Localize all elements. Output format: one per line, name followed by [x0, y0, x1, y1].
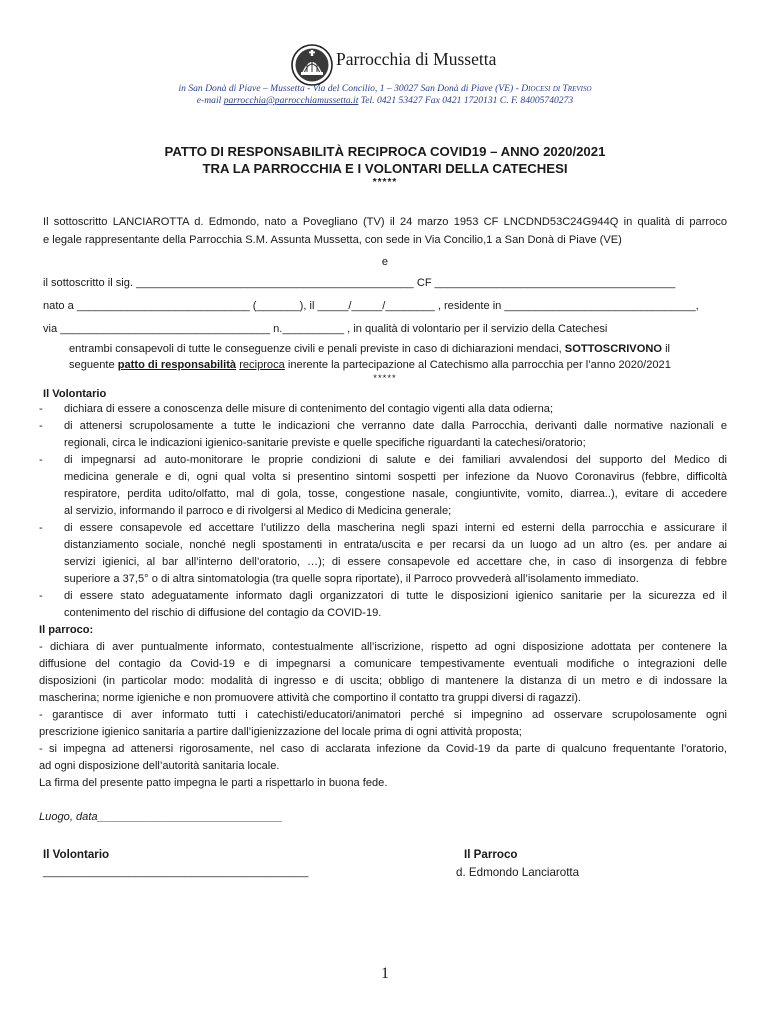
parroco-item-line: - garantisce di aver informato tutti i catechisti/educatori/animatori perché si impegnino ad osservare scrupolosamente ogni — [39, 709, 727, 721]
volunteer-item-line: di attenersi scrupolosamente a tutte le indicazioni che verranno date dalla Parrocchia, derivanti dalle normative nazionali e — [64, 420, 727, 432]
bullet-dash: - — [39, 454, 43, 466]
intro-line: e legale rappresentante della Parrocchia S.M. Assunta Mussetta, con sede in Via Concilio,1 a San Donà di Piave (VE) — [43, 234, 622, 246]
volunteer-name-cf-field[interactable]: il sottoscritto il sig. _____________________________________________ CF _______________________________________ — [43, 277, 676, 289]
parroco-signature-label: Il Parroco — [464, 848, 518, 861]
sottoscrivono-text: SOTTOSCRIVONO — [564, 343, 662, 355]
volunteer-signature-line[interactable]: ___________________________________________ — [43, 866, 309, 878]
declaration-text: inerente la partecipazione al Catechismo alla parrocchia per l’anno 2020/2021 — [284, 359, 671, 371]
bullet-dash: - — [39, 403, 43, 415]
volunteer-item-line: dichiara di essere a conoscenza delle misure di contenimento del contagio vigenti alla data odierna; — [64, 403, 554, 415]
intro-line: Il sottoscritto LANCIAROTTA d. Edmondo, nato a Povegliano (TV) il 24 marzo 1953 CF LNCDND53C24G944Q in qualità di parroco — [43, 216, 727, 228]
volunteer-item-line: distanziamento sociale, nonché negli spostamenti in entrata/uscita e per recarsi da un luogo ad un altro (es. per andare ai — [64, 539, 727, 551]
patto-text: patto di responsabilità — [117, 359, 237, 371]
volunteer-item-line: regionali, circa le indicazioni igienico-sanitarie previste e quelle specifiche riguardanti la catechesi/oratorio; — [64, 437, 586, 449]
declaration-text: entrambi consapevoli di tutte le conseguenze civili e penali previste in caso di dichiarazioni mendaci, — [69, 343, 565, 355]
volunteer-item-line: al servizio, informando il parroco e di rivolgersi al Medico di Medicina generale; — [64, 505, 452, 517]
bullet-dash: - — [39, 590, 43, 602]
bullet-dash: - — [39, 522, 43, 534]
volunteer-item-line: respiratore, perdita udito/olfatto, mal di gola, tosse, congestione nasale, congiuntivite, vomito, diarrea..), evitare di accedere — [64, 488, 727, 500]
volunteer-item-line: di essere stato adeguatamente informato dagli organizzatori di tutte le disposizioni igienico sanitarie per la sicurezza ed il — [64, 590, 727, 602]
church-dome-logo-icon — [290, 43, 334, 87]
declaration-text: il — [661, 343, 670, 355]
parroco-item-line: - dichiara di aver puntualmente informato, contestualmente all’iscrizione, rispetto ad ogni disposizione adottata per contenere la — [39, 641, 727, 653]
volunteer-birth-residence-field[interactable]: nato a ____________________________ (_______), il _____/_____/________ , residente in _______________________________, — [43, 300, 699, 312]
volunteer-item-line: servizi igienici, al bar all’interno dell’oratorio, …); di essere consapevole ed accettare che, in caso di insorgenza di febbre — [64, 556, 727, 568]
email-link[interactable]: parrocchia@parrocchiamussetta.it — [223, 95, 359, 106]
parroco-item-line: disposizioni (in particolar modo: modalità di ingresso e di uscita; obbligo di mantenere la distanza di un metro e di indossare la — [39, 675, 727, 687]
volunteer-item-line: di impegnarsi ad auto-monitorare le proprie condizioni di salute e dei familiari avvalendosi del supporto del Medico di — [64, 454, 727, 466]
email-label: e-mail — [196, 95, 224, 106]
document-subtitle: TRA LA PARROCCHIA E I VOLONTARI DELLA CATECHESI — [202, 161, 568, 176]
declaration-line — [69, 359, 671, 371]
parroco-item-line: mascherina; norme igieniche e non promuovere attività che comportino il contatto tra gruppi diversi di ragazzi). — [39, 692, 582, 704]
place-date-field[interactable]: Luogo, data______________________________ — [39, 811, 283, 823]
volunteer-item-line: contenimento del rischio di diffusione del contagio da COVID-19. — [64, 607, 382, 619]
volunteer-item-line: superiore a 37,5° o di altra sintomatologia (tra quelle sopra riportate), il Parroco provvederà all’isolamento immediato. — [64, 573, 639, 585]
diocese-text: Diocesi di Treviso — [521, 83, 592, 94]
document-title: PATTO DI RESPONSABILITÀ RECIPROCA COVID19 – ANNO 2020/2021 — [164, 144, 606, 159]
bullet-dash: - — [39, 420, 43, 432]
address-text: in San Donà di Piave – Mussetta - Via del Concilio, 1 – 30027 San Donà di Piave (VE) - — [178, 83, 522, 94]
parish-name: Parrocchia di Mussetta — [336, 49, 497, 69]
and-connector: e — [381, 256, 389, 268]
parroco-item-line: - si impegna ad attenersi rigorosamente, nel caso di acclarata infezione da Covid-19 da parte di qualcuno frequentante l’oratorio, — [39, 743, 727, 755]
parroco-section-heading: Il parroco: — [39, 624, 94, 636]
title-separator: ***** — [372, 177, 398, 188]
address-line — [0, 83, 770, 94]
declaration-separator: ***** — [373, 373, 397, 384]
volunteer-section-heading: Il Volontario — [43, 388, 107, 400]
parroco-item-line: ad ogni disposizione dell’autorità sanitaria locale. — [39, 760, 280, 772]
declaration-text: seguente — [69, 359, 118, 371]
contact-details: Tel. 0421 53427 Fax 0421 1720131 C. F. 84005740273 — [358, 95, 574, 106]
volunteer-item-line: di essere consapevole ed accettare l’utilizzo della mascherina negli spazi interni ed esterni della parrocchia e assicurare il — [64, 522, 727, 534]
volunteer-signature-label: Il Volontario — [43, 848, 110, 861]
page-number: 1 — [381, 965, 389, 982]
volunteer-item-line: medicina generale e di, ogni qual volta si presentino sintomi sospetti per infezione da Nuovo Coronavirus (febbre, difficoltà — [64, 471, 727, 483]
parroco-name: d. Edmondo Lanciarotta — [456, 866, 580, 879]
volunteer-address-field[interactable]: via __________________________________ n.__________ , in qualità di volontario per il servizio della Catechesi — [43, 323, 608, 335]
reciproca-text: reciproca — [239, 359, 285, 371]
declaration-line — [69, 343, 670, 355]
contact-line — [0, 95, 770, 106]
parroco-item-line: diffusione del contagio da Covid-19 e di impegnarsi a comunicare tempestivamente eventuali modifiche o integrazioni delle — [39, 658, 727, 670]
parroco-item-line: prescrizione igienico sanitaria a partire dall’igienizzazione del locale prima di ogni attività proposta; — [39, 726, 522, 738]
closing-statement: La firma del presente patto impegna le parti a rispettarlo in buona fede. — [39, 777, 388, 789]
